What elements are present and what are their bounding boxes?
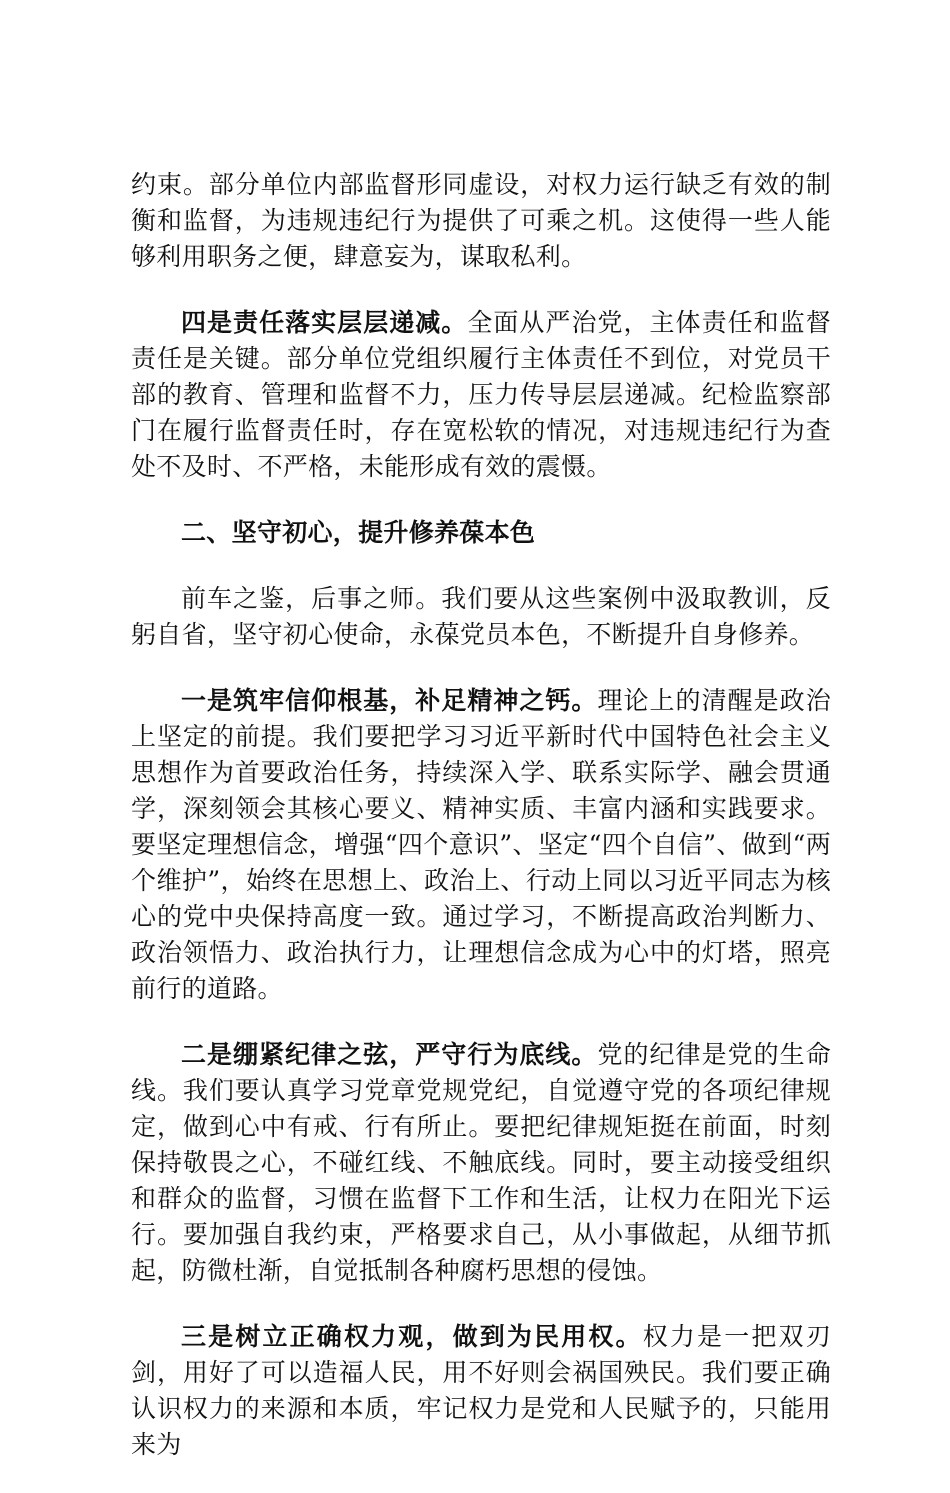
paragraph-point-two: [131, 1037, 831, 1289]
paragraph-lead: 二是绷紧纪律之弦，严守行为底线。: [181, 1040, 598, 1069]
paragraph-text: 全面从严治党，主体责任和监督责任是关键。部分单位党组织履行主体责任不到位，对党员干部的教育、管理和监督不力，压力传导层层递减。纪检监察部门在履行监督责任时，存在宽松软的情况，对违规违纪行为查处不及时、不严格，未能形成有效的震慑。: [131, 308, 831, 481]
paragraph-point-four: [131, 305, 831, 485]
paragraph-text: 权力是一把双刃剑，用好了可以造福人民，用不好则会祸国殃民。我们要正确认识权力的来源和本质，牢记权力是党和人民赋予的，只能用来为: [131, 1322, 831, 1459]
paragraph-continuation: [131, 167, 831, 275]
paragraph-point-one: [131, 683, 831, 1007]
paragraph-text: 理论上的清醒是政治上坚定的前提。我们要把学习习近平新时代中国特色社会主义思想作为首要政治任务，持续深入学、联系实际学、融会贯通学，深刻领会其核心要义、精神实质、丰富内涵和实践要求。要坚定理想信念，增强“四个意识”、坚定“四个自信”、做到“两个维护”，始终在思想上、政治上、行动上同以习近平同志为核心的党中央保持高度一致。通过学习，不断提高政治判断力、政治领悟力、政治执行力，让理想信念成为心中的灯塔，照亮前行的道路。: [131, 686, 831, 1003]
paragraph-text: 前车之鉴，后事之师。我们要从这些案例中汲取教训，反躬自省，坚守初心使命，永葆党员本色，不断提升自身修养。: [131, 584, 831, 649]
section-heading: 二、坚守初心，提升修养葆本色: [181, 518, 536, 547]
paragraph-lead: 四是责任落实层层递减。: [181, 308, 468, 337]
paragraph-text: 党的纪律是党的生命线。我们要认真学习党章党规党纪，自觉遵守党的各项纪律规定，做到心中有戒、行有所止。要把纪律规矩挺在前面，时刻保持敬畏之心，不碰红线、不触底线。同时，要主动接受组织和群众的监督，习惯在监督下工作和生活，让权力在阳光下运行。要加强自我约束，严格要求自己，从小事做起，从细节抓起，防微杜渐，自觉抵制各种腐朽思想的侵蚀。: [131, 1040, 831, 1285]
paragraph-text: 约束。部分单位内部监督形同虚设，对权力运行缺乏有效的制衡和监督，为违规违纪行为提供了可乘之机。这使得一些人能够利用职务之便，肆意妄为，谋取私利。: [131, 170, 831, 271]
paragraph-lead: 一是筑牢信仰根基，补足精神之钙。: [181, 686, 598, 715]
paragraph-lead: 三是树立正确权力观，做到为民用权。: [181, 1322, 643, 1351]
paragraph-point-three: [131, 1319, 831, 1463]
document-body: [131, 167, 831, 1493]
paragraph-intro: [131, 581, 831, 653]
